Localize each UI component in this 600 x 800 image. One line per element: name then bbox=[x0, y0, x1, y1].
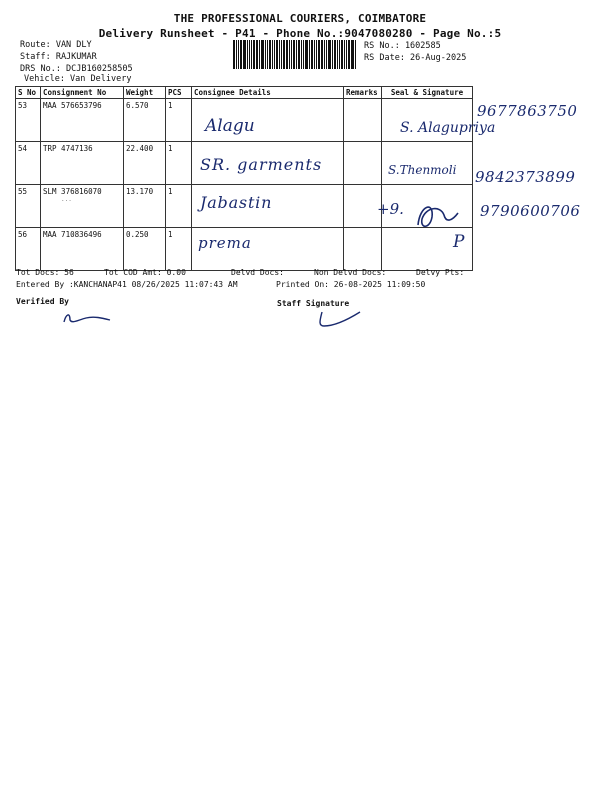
sno-cell: 54 bbox=[16, 142, 41, 185]
barcode-bar bbox=[337, 40, 338, 69]
delivered-docs: Delvd Docs: bbox=[231, 268, 284, 277]
staff-signature-label: Staff Signature bbox=[277, 299, 350, 308]
table-header-row bbox=[16, 87, 473, 99]
route-label: Route: VAN DLY bbox=[20, 40, 92, 50]
delivery-points: Delvy Pts: bbox=[416, 268, 465, 277]
printed-on: Printed On: 26-08-2025 11:09:50 bbox=[276, 280, 426, 289]
total-cod: Tot COD Amt: 0.00 bbox=[104, 268, 186, 277]
col-weight: Weight bbox=[124, 87, 166, 99]
barcode-bar bbox=[311, 40, 313, 69]
barcode-bar bbox=[351, 40, 354, 69]
handwritten-signature: S. Alagupriya bbox=[400, 120, 496, 136]
consignment-cell bbox=[41, 185, 124, 228]
rs-number: RS No.: 1602585 bbox=[364, 41, 441, 51]
verifier-signature bbox=[60, 308, 120, 328]
barcode-bar bbox=[303, 40, 304, 69]
remarks-cell bbox=[344, 228, 382, 271]
pcs-cell: 1 bbox=[166, 228, 192, 271]
barcode-bar bbox=[289, 40, 290, 69]
total-docs: Tot Docs: 56 bbox=[16, 268, 74, 277]
barcode-bar bbox=[301, 40, 302, 69]
barcode-bar bbox=[348, 40, 350, 69]
sno-cell: 53 bbox=[16, 99, 41, 142]
barcode-bar bbox=[238, 40, 239, 69]
barcode-bar bbox=[276, 40, 278, 69]
signature-scribble bbox=[400, 195, 480, 235]
barcode-bar bbox=[283, 40, 286, 69]
col-consignee: Consignee Details bbox=[192, 87, 344, 99]
barcode-bar bbox=[247, 40, 248, 69]
handwritten-signature: P bbox=[453, 232, 465, 252]
barcode-bar bbox=[291, 40, 292, 69]
vehicle-label: Vehicle: Van Delivery bbox=[24, 74, 132, 84]
company-title: THE PROFESSIONAL COURIERS, COIMBATORE bbox=[173, 12, 427, 25]
barcode-bar bbox=[253, 40, 255, 69]
handwritten-phone: 9790600706 bbox=[480, 202, 581, 220]
barcode-bar bbox=[236, 40, 237, 69]
consignment-cell: MAA 576653796 bbox=[41, 99, 124, 142]
barcode-bar bbox=[243, 40, 246, 69]
drs-number: DRS No.: DCJB160258505 bbox=[20, 64, 133, 74]
remarks-cell bbox=[344, 142, 382, 185]
barcode-bar bbox=[344, 40, 345, 69]
sno-cell: 56 bbox=[16, 228, 41, 271]
barcode-bar bbox=[279, 40, 280, 69]
pcs-cell: 1 bbox=[166, 142, 192, 185]
barcode-bar bbox=[286, 40, 288, 69]
pcs-cell: 1 bbox=[166, 99, 192, 142]
handwritten-consignee: SR. garments bbox=[200, 155, 323, 174]
handwritten-phone: 9842373899 bbox=[475, 168, 576, 186]
weight-cell: 6.570 bbox=[124, 99, 166, 142]
weight-cell: 0.250 bbox=[124, 228, 166, 271]
staff-signature bbox=[310, 306, 370, 330]
barcode-bar bbox=[328, 40, 331, 69]
barcode-bar bbox=[233, 40, 235, 69]
col-remarks: Remarks bbox=[344, 87, 382, 99]
barcode-bar bbox=[259, 40, 260, 69]
remarks-cell bbox=[344, 99, 382, 142]
handwritten-signature: +9. bbox=[377, 200, 404, 218]
barcode-bar bbox=[274, 40, 275, 69]
col-signature: Seal & Signature bbox=[382, 87, 473, 99]
barcode-bar bbox=[326, 40, 327, 69]
handwritten-consignee: Jabastin bbox=[200, 193, 273, 212]
entered-by: Entered By :KANCHANAP41 08/26/2025 11:07:43 AM bbox=[16, 280, 238, 289]
barcode-bar bbox=[296, 40, 297, 69]
handwritten-signature: S.Thenmoli bbox=[388, 163, 457, 177]
consignment-note: ... bbox=[61, 196, 72, 203]
barcode-bar bbox=[339, 40, 340, 69]
barcode-bar bbox=[332, 40, 333, 69]
sno-cell: 55 bbox=[16, 185, 41, 228]
barcode-bar bbox=[346, 40, 347, 69]
barcode-bar bbox=[267, 40, 268, 69]
remarks-cell bbox=[344, 185, 382, 228]
weight-cell: 22.400 bbox=[124, 142, 166, 185]
barcode-bar bbox=[269, 40, 271, 69]
barcode-bar bbox=[272, 40, 273, 69]
barcode-bar bbox=[316, 40, 317, 69]
consignment-cell: MAA 710836496 bbox=[41, 228, 124, 271]
staff-label: Staff: RAJKUMAR bbox=[20, 52, 97, 62]
barcode-bar bbox=[265, 40, 266, 69]
barcode bbox=[233, 40, 357, 69]
rs-date: RS Date: 26-Aug-2025 bbox=[364, 53, 467, 63]
handwritten-phone: 9677863750 bbox=[477, 102, 578, 120]
barcode-bar bbox=[249, 40, 250, 69]
handwritten-consignee: Alagu bbox=[205, 116, 255, 136]
col-consignment: Consignment No bbox=[41, 87, 124, 99]
col-pcs: PCS bbox=[166, 87, 192, 99]
handwritten-consignee: prema bbox=[198, 234, 252, 252]
barcode-bar bbox=[251, 40, 252, 69]
barcode-bar bbox=[321, 40, 323, 69]
consignment-number: SLM 376816070 bbox=[43, 187, 102, 196]
weight-cell: 13.170 bbox=[124, 185, 166, 228]
barcode-bar bbox=[341, 40, 343, 69]
barcode-bar bbox=[281, 40, 282, 69]
verified-by-label: Verified By bbox=[16, 297, 69, 306]
barcode-bar bbox=[309, 40, 310, 69]
barcode-bar bbox=[298, 40, 300, 69]
barcode-bar bbox=[293, 40, 295, 69]
barcode-bar bbox=[240, 40, 242, 69]
pcs-cell: 1 bbox=[166, 185, 192, 228]
barcode-bar bbox=[261, 40, 264, 69]
barcode-bar bbox=[324, 40, 325, 69]
runsheet-subtitle: Delivery Runsheet - P41 - Phone No.:9047080280 - Page No.:5 bbox=[98, 27, 502, 40]
col-sno: S No bbox=[16, 87, 41, 99]
non-delivered-docs: Non Delvd Docs: bbox=[314, 268, 387, 277]
barcode-bar bbox=[318, 40, 320, 69]
barcode-bar bbox=[305, 40, 308, 69]
barcode-bar bbox=[256, 40, 258, 69]
barcode-bar bbox=[334, 40, 336, 69]
consignment-cell: TRP 4747136 bbox=[41, 142, 124, 185]
barcode-bar bbox=[314, 40, 315, 69]
barcode-bar bbox=[355, 40, 356, 69]
